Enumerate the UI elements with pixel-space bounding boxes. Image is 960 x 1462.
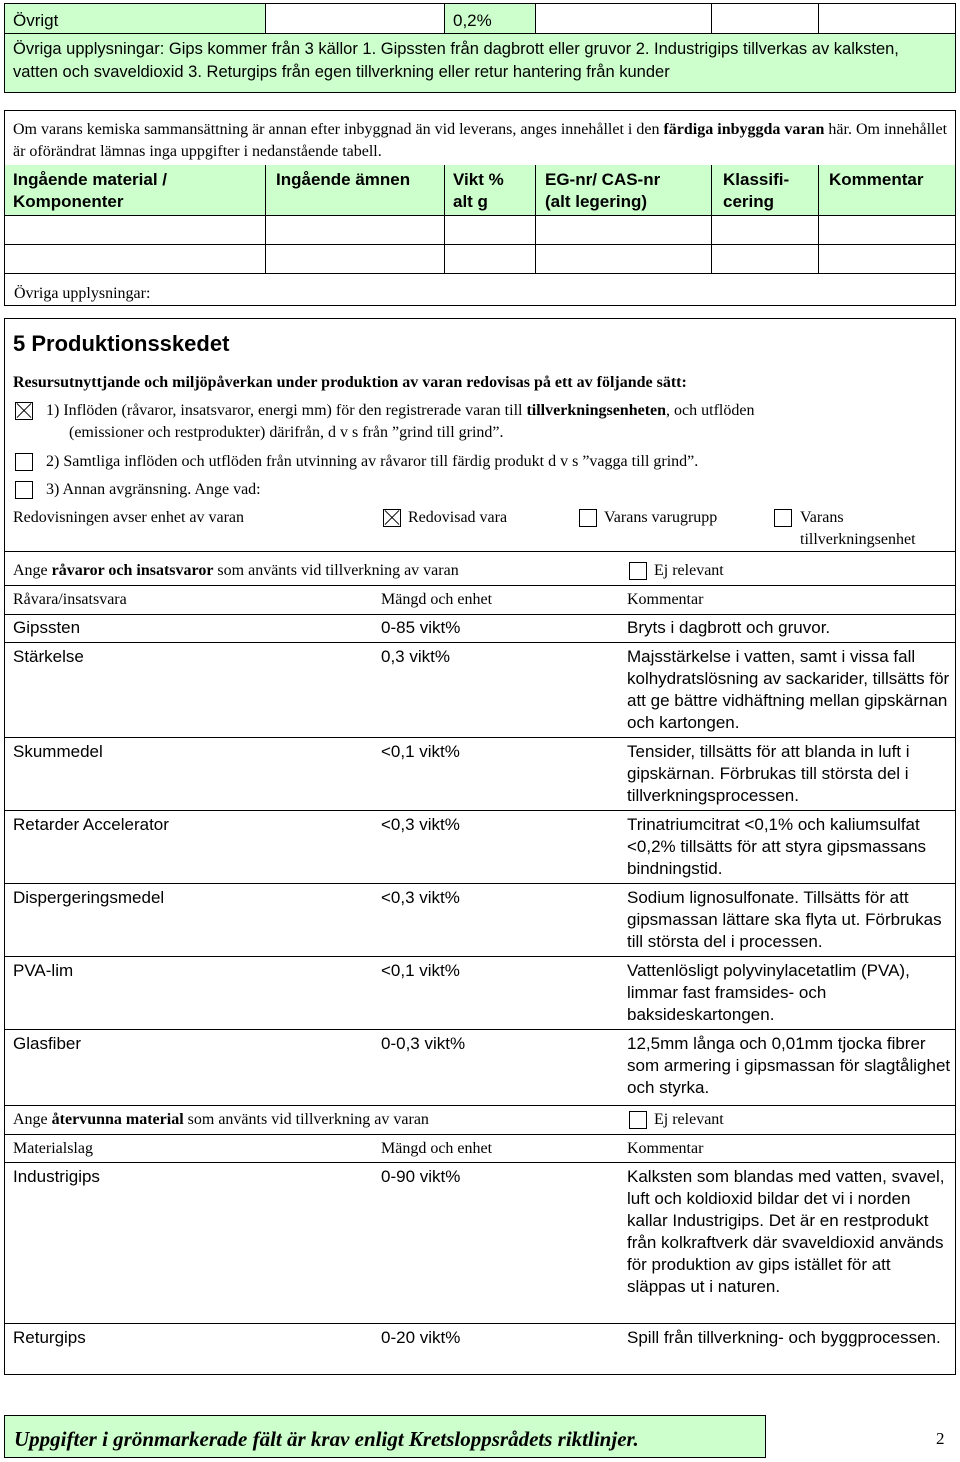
- option2-text: 2) Samtliga inflöden och utflöden från utvinning av råvaror till färdig produkt d v s ”vagga till grind”.: [46, 453, 699, 470]
- raw-row-amount: <0,1 vikt%: [381, 961, 460, 980]
- raw-row-comment: 12,5mm långa och 0,01mm tjocka fibrer som armering i gipsmassan för slagtålighet och styrka.: [627, 1034, 951, 1097]
- ovriga-upplysningar-text: Övriga upplysningar: Gips kommer från 3 källor 1. Gipssten från dagbrott eller gruvor 2. Industrigips tillverkas av kalksten, vatten och svaveldioxid 3. Returgips från egen tillverkning eller retur hantering från kunder: [13, 40, 899, 81]
- ovrigt-cell-6: [818, 3, 956, 34]
- unit-opt2-label: Varans varugrupp: [604, 509, 718, 526]
- raw-row-name: Retarder Accelerator: [13, 815, 169, 834]
- recycled-row-amount: 0-90 vikt%: [381, 1167, 461, 1186]
- header-classification: Klassifi-cering: [723, 170, 790, 211]
- raw-row-amount: 0,3 vikt%: [381, 647, 450, 666]
- comp-row1-c2[interactable]: [265, 215, 445, 245]
- comp-row2-c2[interactable]: [265, 244, 445, 274]
- raw-col1: Råvara/insatsvara: [13, 591, 127, 608]
- comp-row1-c3[interactable]: [444, 215, 536, 245]
- recycled-not-relevant-checkbox[interactable]: [629, 1111, 647, 1129]
- raw-grid-header-bottom: [4, 614, 956, 615]
- raw-row-name: Dispergeringsmedel: [13, 888, 165, 907]
- raw-row-comment: Bryts i dagbrott och gruvor.: [627, 618, 831, 637]
- option2-checkbox[interactable]: [15, 453, 33, 471]
- header-material: Ingående material / Komponenter: [13, 170, 167, 211]
- raw-row-name: Stärkelse: [13, 647, 84, 666]
- header-substances: Ingående ämnen: [276, 170, 411, 189]
- raw-row-amount: <0,1 vikt%: [381, 742, 460, 761]
- raw-row-name: Glasfiber: [13, 1034, 82, 1053]
- recycled-title: Ange återvunna material som använts vid tillverkning av varan: [13, 1111, 429, 1128]
- ovrigt-value: 0,2%: [453, 11, 492, 30]
- recycled-col1: Materialslag: [13, 1140, 93, 1157]
- raw-row-comment: Sodium lignosulfonate. Tillsätts för att gipsmassan lättare ska flyta ut. Förbrukas till största del i processen.: [627, 888, 942, 951]
- divider-raw-top: [4, 551, 956, 552]
- comp-row2-c1[interactable]: [4, 244, 266, 274]
- unit-opt3-label: Varans tillverkningsenhet: [800, 509, 916, 548]
- unit-label: Redovisningen avser enhet av varan: [13, 509, 245, 526]
- unit-opt3-checkbox[interactable]: [774, 509, 792, 527]
- raw-col3: Kommentar: [627, 591, 704, 608]
- raw-row-amount: <0,3 vikt%: [381, 888, 460, 907]
- comp-row2-c4[interactable]: [535, 244, 712, 274]
- recycled-row-name: Returgips: [13, 1328, 86, 1347]
- header-weight: Vikt % alt g: [453, 170, 504, 211]
- ovrigt-cell-5: [711, 3, 819, 34]
- unit-opt1-label: Redovisad vara: [408, 509, 508, 526]
- raw-row-amount: 0-85 vikt%: [381, 618, 461, 637]
- recycled-grid-header-bottom: [4, 1162, 956, 1163]
- raw-row-comment: Trinatriumcitrat <0,1% och kaliumsulfat <0,2% tillsätts för att styra gipsmassans bindningstid.: [627, 815, 927, 878]
- comp-row1-c1[interactable]: [4, 215, 266, 245]
- recycled-grid-top: [4, 1134, 956, 1135]
- header-eg-cas: EG-nr/ CAS-nr (alt legering): [545, 170, 661, 211]
- header-comment: Kommentar: [829, 170, 924, 189]
- raw-row-name: PVA-lim: [13, 961, 74, 980]
- raw-row-separator: [4, 956, 956, 957]
- ovrigt-empty-cell: [265, 3, 445, 34]
- raw-row-name: Skummedel: [13, 742, 103, 761]
- raw-row-separator: [4, 642, 956, 643]
- comp-ovriga-label: Övriga upplysningar:: [14, 285, 151, 302]
- section5-heading: 5 Produktionsskedet: [13, 331, 230, 356]
- raw-row-amount: <0,3 vikt%: [381, 815, 460, 834]
- comp-row2-c6[interactable]: [818, 244, 956, 274]
- header-eg-cas-cell: [535, 165, 712, 216]
- raw-title: Ange råvaror och insatsvaror som använts vid tillverkning av varan: [13, 562, 459, 579]
- recycled-row-amount: 0-20 vikt%: [381, 1328, 461, 1347]
- header-classification-cell: [711, 165, 819, 216]
- raw-row-separator: [4, 810, 956, 811]
- header-substances-cell: [265, 165, 445, 216]
- footer-note-box: [4, 1415, 766, 1458]
- unit-opt2-checkbox[interactable]: [579, 509, 597, 527]
- raw-grid-top: [4, 585, 956, 586]
- option1-line1: 1) Inflöden (råvaror, insatsvaror, energi mm) för den registrerade varan till tillverkningsenheten, och utflöden: [46, 402, 755, 419]
- ovrigt-cell-4: [535, 3, 712, 34]
- raw-row-separator: [4, 737, 956, 738]
- raw-row-comment: Tensider, tillsätts för att blanda in luft i gipskärnan. Förbrukas till största del i tillverkningsprocessen.: [627, 742, 910, 805]
- recycled-row-comment: Spill från tillverkning- och byggprocessen.: [627, 1328, 941, 1347]
- comp-row2-c3[interactable]: [444, 244, 536, 274]
- raw-not-relevant-checkbox[interactable]: [629, 562, 647, 580]
- comp-row1-c5[interactable]: [711, 215, 819, 245]
- recycled-not-relevant-label: Ej relevant: [654, 1111, 724, 1128]
- raw-row-comment: Majsstärkelse i vatten, samt i vissa fall kolhydratslösning av sackarider, tillsätts för att ge bättre vidhäftning mellan gipskärnan och kartongen.: [627, 647, 950, 732]
- ovrigt-value-cell: [444, 3, 536, 34]
- raw-row-separator: [4, 1029, 956, 1030]
- header-weight-cell: [444, 165, 536, 216]
- footer-note: Uppgifter i grönmarkerade fält är krav enligt Kretsloppsrådets riktlinjer.: [14, 1427, 639, 1451]
- unit-opt1-checkbox[interactable]: [383, 509, 401, 527]
- page-number: 2: [936, 1429, 945, 1448]
- raw-row-comment: Vattenlösligt polyvinylacetatlim (PVA), limmar fast framsides- och baksideskartongen.: [627, 961, 910, 1024]
- raw-row-amount: 0-0,3 vikt%: [381, 1034, 466, 1053]
- composition-intro: Om varans kemiska sammansättning är annan efter inbyggnad än vid leverans, anges innehållet i den färdiga inbyggda varan här. Om innehållet är oförändrat lämnas inga uppgifter i nedanstående tabell.: [13, 121, 948, 160]
- recycled-row-name: Industrigips: [13, 1167, 100, 1186]
- option3-text: 3) Annan avgränsning. Ange vad:: [46, 481, 261, 498]
- ovrigt-label: Övrigt: [13, 11, 59, 30]
- ovrigt-label-cell: [4, 3, 266, 34]
- ovriga-upplysningar-box: [4, 33, 956, 93]
- raw-row-name: Gipssten: [13, 618, 81, 637]
- option3-checkbox[interactable]: [15, 481, 33, 499]
- raw-row-separator: [4, 883, 956, 884]
- comp-row1-c4[interactable]: [535, 215, 712, 245]
- recycled-row-comment: Kalksten som blandas med vatten, svavel, luft och koldioxid bildar det vi i norden kallar Industrigips. Det är en restprodukt från kolkraftverk där svaveldioxid används för produktion av gips istället för att släppas ut i naturen.: [627, 1167, 945, 1296]
- section5-subheading: Resursutnyttjande och miljöpåverkan under produktion av varan redovisas på ett av följande sätt:: [13, 374, 687, 391]
- option1-checkbox[interactable]: [15, 402, 33, 420]
- header-comment-cell: [818, 165, 956, 216]
- recycled-row-separator: [4, 1323, 956, 1324]
- header-material-cell: [4, 165, 266, 216]
- comp-row1-c6[interactable]: [818, 215, 956, 245]
- recycled-col2: Mängd och enhet: [381, 1140, 493, 1157]
- raw-col2: Mängd och enhet: [381, 591, 493, 608]
- comp-ovriga-cell[interactable]: [4, 273, 956, 306]
- recycled-top-line: [4, 1105, 956, 1106]
- raw-not-relevant-label: Ej relevant: [654, 562, 724, 579]
- recycled-col3: Kommentar: [627, 1140, 704, 1157]
- comp-row2-c5[interactable]: [711, 244, 819, 274]
- option1-line2: (emissioner och restprodukter) därifrån, d v s från ”grind till grind”.: [69, 424, 504, 441]
